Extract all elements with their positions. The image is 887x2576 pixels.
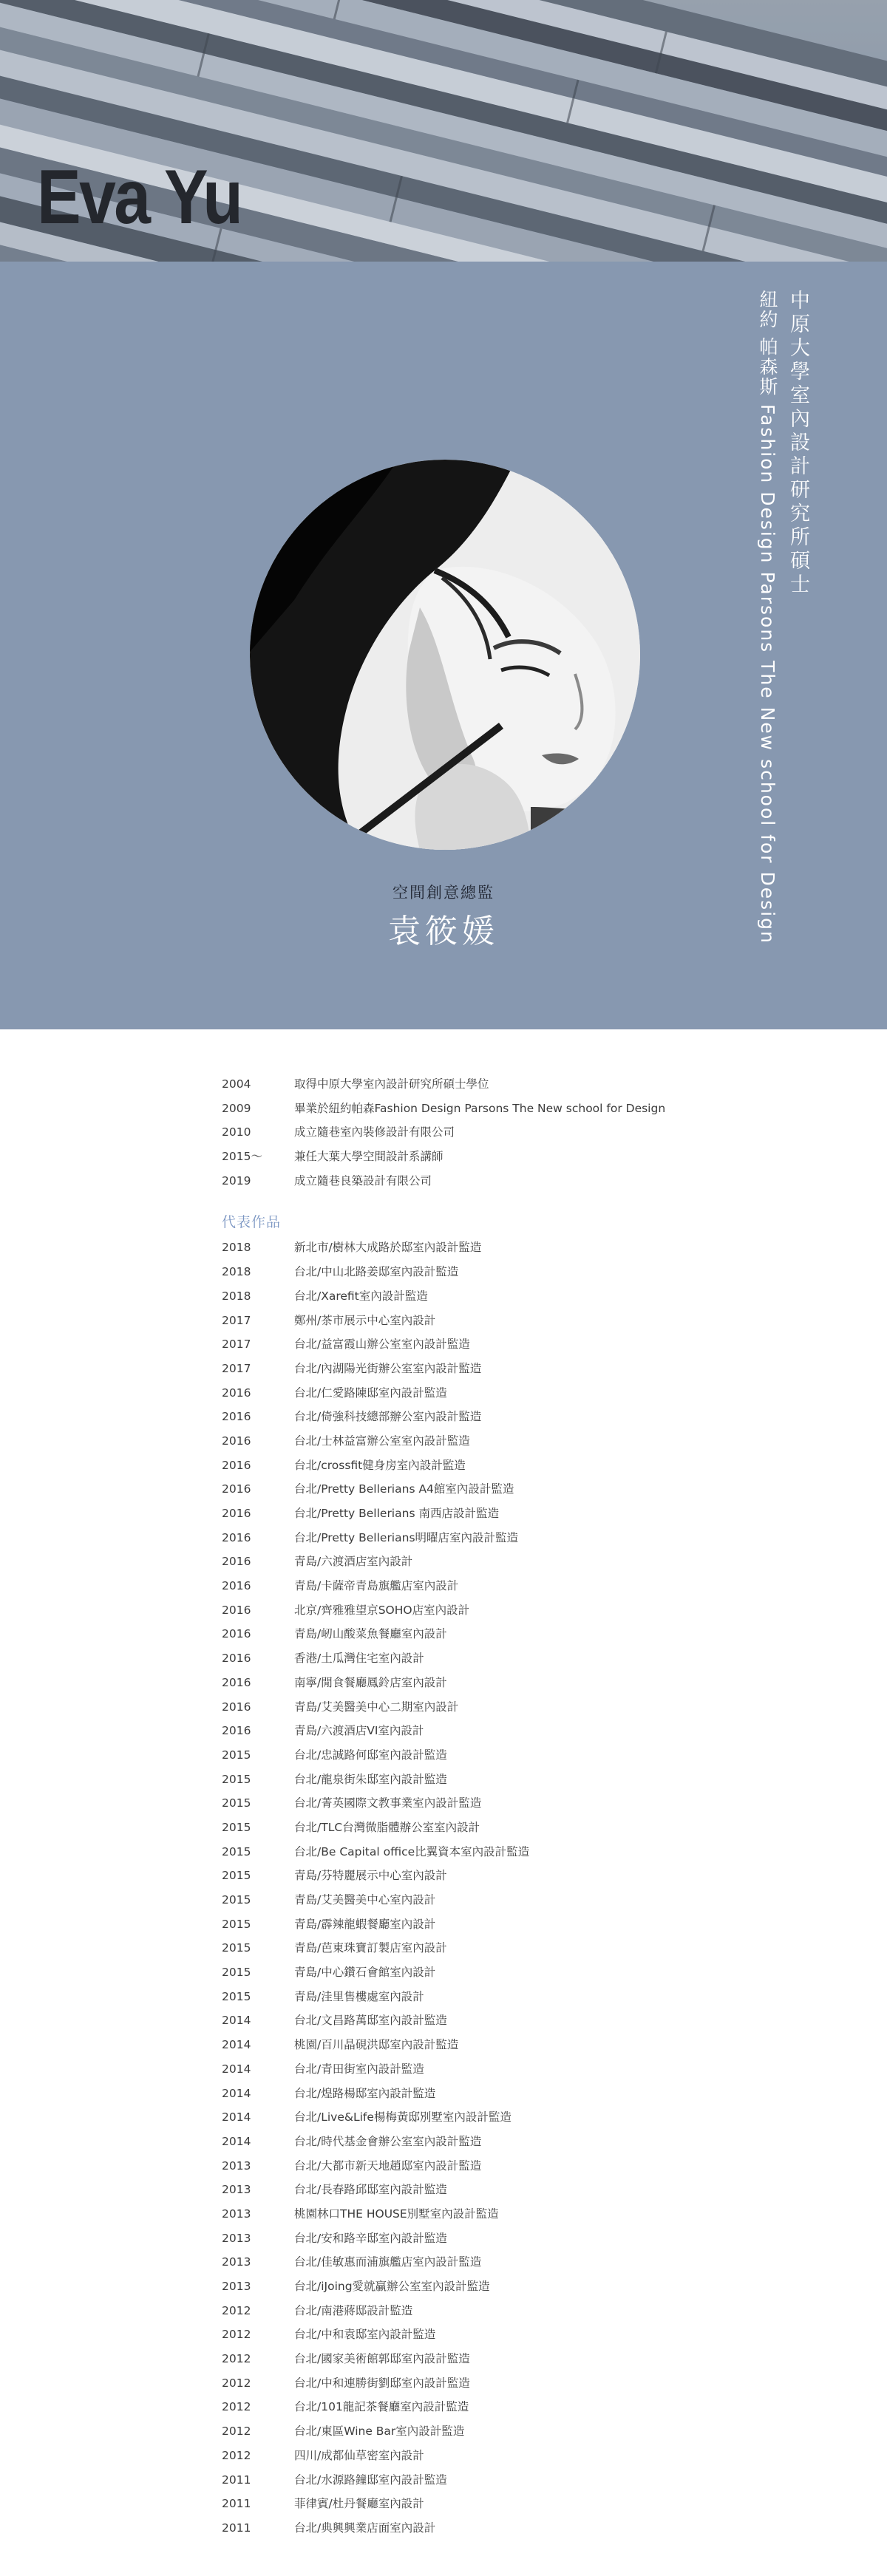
year-label: 2014 (222, 2014, 251, 2028)
list-item (0, 2275, 887, 2299)
item-description: 桃園/百川晶硯洪邸室內設計監造 (294, 2038, 459, 2052)
list-item (0, 1169, 887, 1193)
item-description: 台北/Be Capital office比翼資本室內設計監造 (294, 1844, 530, 1858)
item-description: 台北/煌路楊邸室內設計監造 (294, 2086, 436, 2100)
list-item (0, 1332, 887, 1357)
item-description: 台北/國家美術館郭邸室內設計監造 (294, 2352, 470, 2366)
list-item (0, 1236, 887, 1260)
item-description: 台北/iJoing愛就贏辦公室室內設計監造 (294, 2280, 490, 2293)
item-description: 青島/屻山酸菜魚餐廳室內設計 (294, 1627, 447, 1641)
list-item (0, 1072, 887, 1097)
year-label: 2011 (222, 2473, 251, 2487)
year-label: 2019 (222, 1173, 251, 1188)
item-description: 青島/芭東珠寶訂製店室內設計 (294, 1941, 447, 1955)
list-item (0, 2492, 887, 2516)
year-label: 2004 (222, 1077, 251, 1091)
year-label: 2014 (222, 2038, 251, 2052)
profile-section (0, 262, 887, 1029)
list-item (0, 1622, 887, 1646)
item-description: 台北/佳敏惠而浦旗艦店室內設計監造 (294, 2255, 482, 2269)
item-description: 青島/洼里售樓處室內設計 (294, 1989, 424, 2003)
item-description: 香港/土瓜灣住宅室內設計 (294, 1652, 424, 1666)
year-label: 2016 (222, 1555, 251, 1569)
portrait-photo-icon (250, 460, 640, 850)
item-description: 桃園林口THE HOUSE別墅室內設計監造 (294, 2207, 499, 2221)
item-description: 南寧/閒食餐廳鳳鈴店室內設計 (294, 1675, 447, 1689)
list-item (0, 1405, 887, 1429)
year-label: 2017 (222, 1313, 251, 1327)
list-item (0, 1671, 887, 1695)
list-item (0, 1145, 887, 1169)
education-list (0, 1072, 887, 1193)
list-item (0, 2395, 887, 2419)
year-label: 2012 (222, 2376, 251, 2390)
item-description: 台北/南港蔣邸設計監造 (294, 2303, 413, 2317)
resume-content (0, 1029, 887, 2541)
list-item (0, 1526, 887, 1550)
year-label: 2013 (222, 2255, 251, 2269)
year-label: 2016 (222, 1675, 251, 1689)
year-label: 2014 (222, 2134, 251, 2148)
item-description: 台北/Pretty Bellerians 南西店設計監造 (294, 1507, 499, 1520)
list-item (0, 1695, 887, 1720)
list-item (0, 1550, 887, 1574)
list-item (0, 1284, 887, 1309)
year-label: 2016 (222, 1386, 251, 1400)
year-label: 2012 (222, 2400, 251, 2414)
year-label: 2009 (222, 1101, 251, 1115)
list-item (0, 2516, 887, 2541)
year-label: 2016 (222, 1700, 251, 1714)
item-description: 兼任大葉大學空間設計系講師 (294, 1150, 444, 1164)
item-description: 青島/六渡酒店VI室內設計 (294, 1724, 424, 1738)
education-vertical-line-1: 中原大學室內設計研究所碩士 (786, 290, 809, 597)
year-label: 2016 (222, 1579, 251, 1593)
item-description: 台北/安和路辛邸室內設計監造 (294, 2231, 447, 2245)
year-label: 2013 (222, 2231, 251, 2245)
item-description: 成立隨巷室內裝修設計有限公司 (294, 1125, 455, 1139)
item-description: 青島/艾美醫美中心二期室內設計 (294, 1700, 459, 1714)
hero-name: Eva Yu (37, 154, 242, 240)
year-label: 2013 (222, 2280, 251, 2293)
item-description: 台北/Live&Life楊梅黃邸別墅室內設計監造 (294, 2110, 512, 2124)
list-item (0, 2082, 887, 2106)
item-description: 新北市/樹林大成路於邸室內設計監造 (294, 1241, 482, 1255)
year-label: 2011 (222, 2497, 251, 2511)
list-item (0, 1888, 887, 1912)
hero-banner (0, 0, 887, 262)
year-label: 2015 (222, 1941, 251, 1955)
list-item (0, 1381, 887, 1405)
education-vertical-line-2: 紐約 帕森斯 Fashion Design Parsons The New school for Design (757, 290, 778, 944)
list-item (0, 2323, 887, 2347)
list-item (0, 2008, 887, 2033)
item-description: 台北/crossfit健身房室內設計監造 (294, 1458, 466, 1472)
year-label: 2014 (222, 2062, 251, 2076)
item-description: 台北/士林益富辦公室室內設計監造 (294, 1434, 470, 1448)
list-item (0, 1936, 887, 1960)
item-description: 台北/水源路鐘邸室內設計監造 (294, 2473, 447, 2487)
list-item (0, 2154, 887, 2178)
list-item (0, 1120, 887, 1145)
list-item (0, 2178, 887, 2202)
portrait-photo (250, 460, 640, 850)
item-description: 台北/益富霞山辦公室室內設計監造 (294, 1338, 470, 1352)
list-item (0, 1960, 887, 1985)
item-description: 台北/菁英國際文教事業室內設計監造 (294, 1796, 482, 1810)
item-description: 台北/Pretty Bellerians A4館室內設計監造 (294, 1482, 514, 1496)
item-description: 台北/Pretty Bellerians明曜店室內設計監造 (294, 1530, 519, 1544)
list-item (0, 1985, 887, 2009)
item-description: 台北/中和連勝街劉邸室內設計監造 (294, 2376, 470, 2390)
list-item (0, 1502, 887, 1526)
year-label: 2016 (222, 1458, 251, 1472)
list-item (0, 2057, 887, 2082)
item-description: 青島/中心鑽石會館室內設計 (294, 1966, 436, 1980)
year-label: 2016 (222, 1652, 251, 1666)
year-label: 2016 (222, 1507, 251, 1520)
item-description: 畢業於紐約帕森Fashion Design Parsons The New school for Design (294, 1101, 666, 1115)
item-description: 台北/TLC台灣微脂體辦公室室內設計 (294, 1820, 480, 1834)
year-label: 2013 (222, 2158, 251, 2173)
item-description: 台北/青田街室內設計監造 (294, 2062, 424, 2076)
list-item (0, 2250, 887, 2275)
list-item (0, 1816, 887, 1840)
year-label: 2017 (222, 1361, 251, 1375)
year-label: 2012 (222, 2303, 251, 2317)
chinese-name: 袁筱媛 (388, 913, 499, 950)
year-label: 2016 (222, 1724, 251, 1738)
list-item (0, 1719, 887, 1743)
list-item (0, 2371, 887, 2396)
year-label: 2015 (222, 1844, 251, 1858)
year-label: 2018 (222, 1265, 251, 1279)
item-description: 台北/忠誠路何邸室內設計監造 (294, 1748, 447, 1762)
year-label: 2015 (222, 1796, 251, 1810)
list-item (0, 2419, 887, 2444)
item-description: 青島/卡薩帝青島旗艦店室內設計 (294, 1579, 459, 1593)
list-item (0, 2202, 887, 2226)
item-description: 四川/成都仙草密室內設計 (294, 2448, 424, 2462)
year-label: 2016 (222, 1410, 251, 1424)
year-label: 2010 (222, 1125, 251, 1139)
list-item (0, 1454, 887, 1478)
year-label: 2016 (222, 1530, 251, 1544)
item-description: 取得中原大學室內設計研究所碩士學位 (294, 1077, 489, 1091)
year-label: 2015 (222, 1820, 251, 1834)
year-label: 2012 (222, 2425, 251, 2439)
item-description: 台北/東區Wine Bar室內設計監造 (294, 2425, 465, 2439)
year-label: 2012 (222, 2448, 251, 2462)
item-description: 台北/101龍記茶餐廳室內設計監造 (294, 2400, 469, 2414)
item-description: 青島/芬特麗展示中心室內設計 (294, 1869, 447, 1883)
works-list (0, 1236, 887, 2540)
works-heading: 代表作品 (222, 1214, 282, 1231)
year-label: 2015～ (222, 1150, 262, 1164)
item-description: 台北/大都市新天地趙邸室內設計監造 (294, 2158, 482, 2173)
year-label: 2016 (222, 1603, 251, 1617)
list-item (0, 2105, 887, 2130)
list-item (0, 1598, 887, 1623)
list-item (0, 2468, 887, 2492)
year-label: 2015 (222, 1869, 251, 1883)
year-label: 2016 (222, 1482, 251, 1496)
list-item (0, 1097, 887, 1121)
list-item (0, 1743, 887, 1768)
item-description: 台北/中和袁邸室內設計監造 (294, 2328, 436, 2342)
item-description: 台北/長春路邱邸室內設計監造 (294, 2183, 447, 2197)
item-description: 青島/六渡酒店室內設計 (294, 1555, 413, 1569)
item-description: 青島/霹辣龍蝦餐廳室內設計 (294, 1917, 436, 1931)
item-description: 台北/Xarefit室內設計監造 (294, 1289, 428, 1303)
year-label: 2011 (222, 2521, 251, 2535)
year-label: 2014 (222, 2110, 251, 2124)
item-description: 北京/齊雅雅望京SOHO店室內設計 (294, 1603, 470, 1617)
year-label: 2018 (222, 1289, 251, 1303)
year-label: 2015 (222, 1748, 251, 1762)
list-item (0, 1477, 887, 1502)
year-label: 2015 (222, 1893, 251, 1907)
list-item (0, 1840, 887, 1864)
list-item (0, 2226, 887, 2251)
year-label: 2013 (222, 2207, 251, 2221)
year-label: 2012 (222, 2328, 251, 2342)
item-description: 菲律賓/杜丹餐廳室內設計 (294, 2497, 424, 2511)
year-label: 2014 (222, 2086, 251, 2100)
year-label: 2016 (222, 1434, 251, 1448)
list-item (0, 1574, 887, 1598)
list-item (0, 2130, 887, 2154)
item-description: 台北/倚強科技總部辦公室內設計監造 (294, 1410, 482, 1424)
list-item (0, 2347, 887, 2371)
list-item (0, 2444, 887, 2468)
item-description: 台北/典興興業店面室內設計 (294, 2521, 436, 2535)
role-title: 空間創意總監 (392, 884, 495, 902)
year-label: 2012 (222, 2352, 251, 2366)
item-description: 台北/內湖陽光街辦公室室內設計監造 (294, 1361, 482, 1375)
list-item (0, 2033, 887, 2057)
item-description: 青島/艾美醫美中心室內設計 (294, 1893, 436, 1907)
year-label: 2017 (222, 1338, 251, 1352)
list-item (0, 1309, 887, 1333)
item-description: 台北/中山北路姜邸室內設計監造 (294, 1265, 459, 1279)
item-description: 台北/龍泉街朱邸室內設計監造 (294, 1772, 447, 1786)
year-label: 2015 (222, 1989, 251, 2003)
item-description: 鄭州/茶市展示中心室內設計 (294, 1313, 436, 1327)
year-label: 2013 (222, 2183, 251, 2197)
list-item (0, 1357, 887, 1381)
list-item (0, 1791, 887, 1816)
list-item (0, 1912, 887, 1937)
year-label: 2015 (222, 1917, 251, 1931)
item-description: 台北/時代基金會辦公室室內設計監造 (294, 2134, 482, 2148)
list-item (0, 1646, 887, 1671)
year-label: 2015 (222, 1772, 251, 1786)
list-item (0, 1260, 887, 1284)
year-label: 2018 (222, 1241, 251, 1255)
year-label: 2016 (222, 1627, 251, 1641)
item-description: 台北/仁愛路陳邸室內設計監造 (294, 1386, 447, 1400)
year-label: 2015 (222, 1966, 251, 1980)
item-description: 成立隨巷良築設計有限公司 (294, 1173, 432, 1188)
item-description: 台北/文昌路萬邸室內設計監造 (294, 2014, 447, 2028)
list-item (0, 1864, 887, 1888)
list-item (0, 1429, 887, 1454)
list-item (0, 2299, 887, 2323)
list-item (0, 1768, 887, 1792)
